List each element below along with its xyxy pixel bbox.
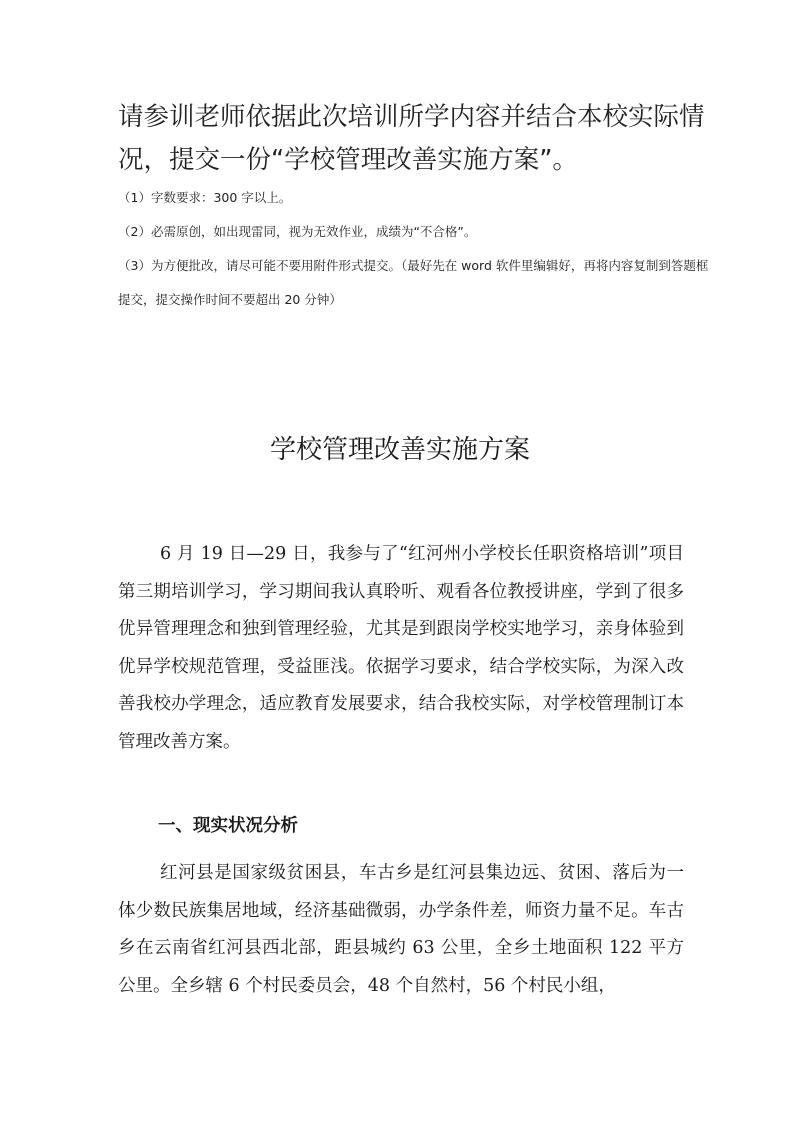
section-heading-status-analysis: 一、现实状况分析 [158, 816, 298, 836]
requirement-originality: （2）必需原创，如出现雷同，视为无效作业，成绩为“不合格”。 [118, 224, 477, 239]
document-title: 学校管理改善实施方案 [269, 435, 530, 465]
intro-paragraph: 6 月 19 日—29 日，我参与了“红河州小学校长任职资格培训”项目第三期培训学习，学习期间我认真聆听、观看各位教授讲座，学到了很多优异管理理念和独到管理经验，尤其是到跟岗学校实地学习，亲身体验到优异学校规范管理，受益匪浅。依据学习要求，结合学校实际，为深入改善我校办学理念，适应教育发展要求，结合我校实际，对学校管理制订本管理改善方案。 [118, 544, 684, 752]
status-analysis-paragraph: 红河县是国家级贫困县，车古乡是红河县集边远、贫困、落后为一体少数民族集居地域，经济基础微弱，办学条件差，师资力量不足。车古乡在云南省红河县西北部，距县城约 63 公里，全乡土地面积 122 平方公里。全乡辖 6 个村民委员会，48 个自然村，56 个村民小组， [118, 863, 684, 996]
assignment-prompt-title: 请参训老师依据此次培训所学内容并结合本校实际情况，提交一份“学校管理改善实施方案”。 [118, 102, 705, 175]
requirement-word-count: （1）字数要求：300 字以上。 [118, 190, 292, 205]
requirement-submission: （3）为方便批改，请尽可能不要用附件形式提交。（最好先在 word 软件里编辑好，再将内容复制到答题框提交，提交操作时间不要超出 20 分钟） [118, 258, 709, 307]
